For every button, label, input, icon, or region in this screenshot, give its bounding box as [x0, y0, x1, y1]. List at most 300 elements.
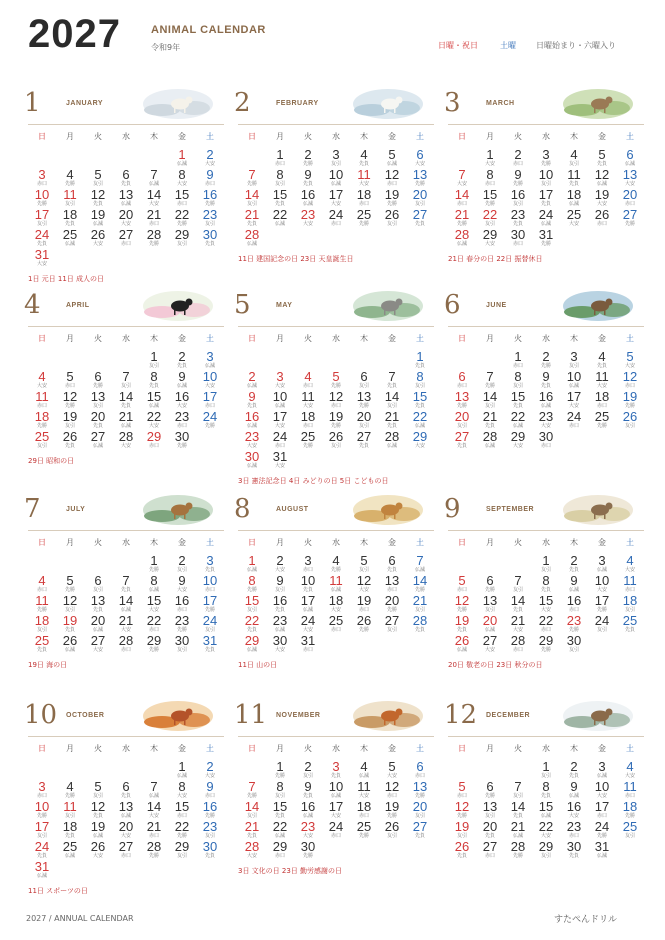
rokuyo-label: 大安: [540, 607, 551, 613]
rokuyo-label: 仏滅: [540, 403, 551, 409]
rokuyo-label: 先勝: [624, 221, 635, 227]
weekday-label: 木: [150, 744, 158, 753]
day-number: 15: [174, 799, 190, 814]
rokuyo-label: 仏滅: [176, 161, 187, 167]
day-number: 28: [244, 227, 260, 242]
day-number: 20: [118, 819, 134, 834]
date-cell: [56, 634, 84, 653]
day-number: 19: [62, 409, 78, 424]
date-cell: [588, 350, 616, 369]
day-number: 15: [146, 389, 162, 404]
day-number: 21: [146, 819, 162, 834]
date-cell: [238, 228, 266, 247]
date-cell: [350, 390, 378, 409]
rokuyo-label: 大安: [484, 161, 495, 167]
weekday-label: 日: [458, 538, 466, 547]
footer-label: 2027 / ANNUAL CALENDAR: [26, 914, 134, 923]
rokuyo-label: 赤口: [204, 587, 215, 593]
date-cell: [28, 594, 56, 613]
day-number: 5: [388, 759, 396, 774]
day-number: 26: [384, 207, 400, 222]
date-cell: [28, 800, 56, 819]
rokuyo-label: 先負: [512, 221, 523, 227]
weekday-label: 日: [458, 744, 466, 753]
day-number: 9: [178, 573, 186, 588]
date-cell: [168, 594, 196, 613]
date-cell: [560, 614, 588, 633]
rokuyo-label: 赤口: [386, 793, 397, 799]
day-number: 13: [482, 593, 498, 608]
rokuyo-label: 友引: [484, 221, 495, 227]
rokuyo-label: 友引: [540, 773, 551, 779]
rokuyo-label: 仏滅: [302, 201, 313, 207]
rokuyo-label: 大安: [414, 161, 425, 167]
weekday-label: 土: [626, 744, 634, 753]
rokuyo-label: 友引: [302, 773, 313, 779]
rokuyo-label: 友引: [386, 403, 397, 409]
day-number: 12: [356, 573, 372, 588]
day-number: 26: [454, 633, 470, 648]
date-cell: [350, 760, 378, 779]
day-number: 22: [174, 207, 190, 222]
day-number: 17: [328, 799, 344, 814]
date-cell: [168, 168, 196, 187]
day-number: 7: [150, 167, 158, 182]
weekday-header: [28, 537, 224, 549]
weekday-label: 火: [304, 538, 312, 547]
date-cell: [56, 820, 84, 839]
weekday-label: 木: [150, 132, 158, 141]
day-number: 20: [384, 593, 400, 608]
weekday-label: 土: [626, 538, 634, 547]
day-number: 2: [276, 553, 284, 568]
month-number: 9: [444, 494, 461, 524]
rokuyo-label: 赤口: [176, 201, 187, 207]
weekday-label: 金: [388, 132, 396, 141]
day-number: 24: [594, 819, 610, 834]
date-cell: [28, 370, 56, 389]
date-cell: [588, 370, 616, 389]
rokuyo-label: 赤口: [456, 793, 467, 799]
rokuyo-label: 先勝: [246, 181, 257, 187]
calendar-title: ANIMAL CALENDAR: [151, 24, 266, 36]
date-cell: [112, 614, 140, 633]
date-cell: [588, 820, 616, 839]
day-number: 14: [384, 389, 400, 404]
day-number: 26: [622, 409, 638, 424]
month-divider: [448, 530, 644, 531]
rokuyo-label: 大安: [624, 773, 635, 779]
day-number: 11: [567, 167, 581, 182]
date-cell: [504, 410, 532, 429]
date-cell: [196, 760, 224, 779]
day-number: 10: [328, 779, 344, 794]
weekday-label: 土: [416, 334, 424, 343]
day-number: 1: [276, 147, 284, 162]
day-number: 11: [63, 187, 77, 202]
day-number: 22: [510, 409, 526, 424]
weekday-label: 日: [38, 744, 46, 753]
date-cell: [140, 800, 168, 819]
rokuyo-label: 仏滅: [456, 241, 467, 247]
day-number: 11: [35, 389, 49, 404]
date-cell: [322, 554, 350, 573]
rokuyo-label: 大安: [302, 221, 313, 227]
date-cell: [140, 840, 168, 859]
date-cell: [84, 614, 112, 633]
date-cell: [560, 370, 588, 389]
day-number: 18: [328, 593, 344, 608]
day-number: 25: [300, 429, 316, 444]
day-number: 3: [332, 759, 340, 774]
date-cell: [28, 574, 56, 593]
day-number: 20: [90, 613, 106, 628]
day-number: 7: [416, 553, 424, 568]
date-cell: [168, 840, 196, 859]
date-cell: [378, 614, 406, 633]
day-number: 28: [146, 227, 162, 242]
rokuyo-label: 友引: [36, 627, 47, 633]
date-cell: [322, 430, 350, 449]
day-number: 5: [94, 779, 102, 794]
day-number: 12: [62, 593, 78, 608]
rokuyo-label: 大安: [358, 587, 369, 593]
date-cell: [84, 410, 112, 429]
day-number: 23: [566, 613, 582, 628]
rokuyo-label: 仏滅: [568, 587, 579, 593]
date-cell: [112, 594, 140, 613]
day-number: 28: [118, 429, 134, 444]
date-cell: [560, 780, 588, 799]
rokuyo-label: 先負: [414, 363, 425, 369]
day-number: 23: [174, 613, 190, 628]
day-number: 26: [594, 207, 610, 222]
day-number: 16: [202, 799, 218, 814]
rokuyo-label: 仏滅: [540, 221, 551, 227]
rokuyo-label: 先負: [302, 181, 313, 187]
date-cell: [616, 188, 644, 207]
day-number: 13: [384, 573, 400, 588]
day-number: 27: [384, 613, 400, 628]
date-cell: [588, 840, 616, 859]
rokuyo-label: 仏滅: [120, 607, 131, 613]
rokuyo-label: 赤口: [596, 221, 607, 227]
weekday-label: 金: [178, 744, 186, 753]
day-number: 14: [244, 187, 260, 202]
rokuyo-label: 先勝: [456, 403, 467, 409]
date-cell: [378, 594, 406, 613]
rokuyo-label: 友引: [386, 221, 397, 227]
date-cell: [168, 780, 196, 799]
day-number: 10: [594, 573, 610, 588]
rokuyo-label: 友引: [568, 363, 579, 369]
day-number: 24: [328, 819, 344, 834]
weekday-label: 水: [332, 334, 340, 343]
weekday-label: 火: [304, 744, 312, 753]
date-cell: [616, 350, 644, 369]
rokuyo-label: 仏滅: [568, 383, 579, 389]
day-number: 21: [146, 207, 162, 222]
month-divider: [28, 124, 224, 125]
date-cell: [112, 574, 140, 593]
rokuyo-label: 先勝: [246, 793, 257, 799]
date-cell: [294, 760, 322, 779]
date-cell: [504, 390, 532, 409]
rokuyo-label: 先勝: [358, 403, 369, 409]
rokuyo-label: 先負: [64, 443, 75, 449]
month-block: [444, 88, 644, 278]
rokuyo-label: 友引: [540, 567, 551, 573]
squirrel-illustration: [142, 696, 214, 732]
date-cell: [532, 780, 560, 799]
date-cell: [266, 390, 294, 409]
date-cell: [616, 554, 644, 573]
weekday-label: 木: [360, 538, 368, 547]
day-number: 14: [146, 187, 162, 202]
weekday-label: 土: [416, 744, 424, 753]
date-cell: [476, 188, 504, 207]
rokuyo-label: 先負: [512, 403, 523, 409]
date-cell: [504, 430, 532, 449]
weekday-label: 日: [38, 334, 46, 343]
rokuyo-label: 先負: [568, 567, 579, 573]
day-number: 2: [178, 553, 186, 568]
date-cell: [476, 430, 504, 449]
rokuyo-label: 赤口: [120, 647, 131, 653]
rokuyo-label: 仏滅: [624, 161, 635, 167]
rokuyo-label: 大安: [302, 627, 313, 633]
rokuyo-label: 先勝: [596, 607, 607, 613]
month-block: [24, 700, 224, 895]
date-cell: [588, 410, 616, 429]
date-cell: [406, 760, 434, 779]
day-number: 1: [276, 759, 284, 774]
rokuyo-label: 先勝: [36, 423, 47, 429]
rokuyo-label: 仏滅: [92, 221, 103, 227]
day-number: 8: [514, 369, 522, 384]
date-cell: [84, 188, 112, 207]
date-cell: [112, 390, 140, 409]
date-cell: [350, 188, 378, 207]
date-cell: [238, 840, 266, 859]
day-number: 2: [514, 147, 522, 162]
date-cell: [378, 370, 406, 389]
rokuyo-label: 先勝: [330, 567, 341, 573]
date-cell: [84, 594, 112, 613]
day-number: 13: [90, 593, 106, 608]
day-number: 26: [356, 613, 372, 628]
polar-bear-illustration: [352, 84, 424, 120]
date-cell: [448, 430, 476, 449]
date-cell: [560, 634, 588, 653]
date-cell: [350, 148, 378, 167]
rokuyo-label: 友引: [64, 423, 75, 429]
rokuyo-label: 先勝: [36, 201, 47, 207]
date-cell: [504, 168, 532, 187]
day-number: 20: [90, 409, 106, 424]
date-cell: [448, 614, 476, 633]
date-cell: [322, 820, 350, 839]
rokuyo-label: 先勝: [540, 241, 551, 247]
rokuyo-label: 友引: [512, 793, 523, 799]
rokuyo-label: 先勝: [484, 793, 495, 799]
day-number: 14: [510, 799, 526, 814]
date-cell: [294, 410, 322, 429]
day-number: 6: [486, 573, 494, 588]
rokuyo-label: 大安: [120, 627, 131, 633]
day-number: 3: [570, 349, 578, 364]
rokuyo-label: 仏滅: [64, 647, 75, 653]
date-cell: [448, 208, 476, 227]
rokuyo-label: 先負: [120, 403, 131, 409]
rokuyo-label: 仏滅: [274, 221, 285, 227]
rokuyo-label: 仏滅: [246, 241, 257, 247]
rokuyo-label: 友引: [204, 221, 215, 227]
day-number: 18: [356, 187, 372, 202]
date-cell: [168, 228, 196, 247]
month-number: 4: [24, 290, 41, 320]
day-number: 26: [384, 819, 400, 834]
rokuyo-label: 先負: [414, 221, 425, 227]
weekday-label: 金: [598, 132, 606, 141]
date-cell: [616, 820, 644, 839]
date-cell: [140, 228, 168, 247]
rokuyo-label: 友引: [92, 587, 103, 593]
weekday-label: 土: [206, 744, 214, 753]
rokuyo-label: 先負: [358, 161, 369, 167]
day-number: 19: [384, 187, 400, 202]
day-number: 3: [38, 779, 46, 794]
weekday-label: 木: [360, 132, 368, 141]
day-number: 8: [178, 167, 186, 182]
rokuyo-label: 仏滅: [246, 423, 257, 429]
date-cell: [448, 634, 476, 653]
day-number: 6: [626, 147, 634, 162]
month-number: 2: [234, 88, 251, 118]
rokuyo-label: 先負: [204, 567, 215, 573]
weekday-label: 木: [360, 334, 368, 343]
date-cell: [112, 820, 140, 839]
day-number: 23: [510, 207, 526, 222]
date-cell: [560, 820, 588, 839]
day-number: 4: [598, 349, 606, 364]
date-cell: [266, 168, 294, 187]
date-cell: [476, 228, 504, 247]
date-cell: [140, 390, 168, 409]
day-number: 2: [304, 147, 312, 162]
day-number: 22: [146, 613, 162, 628]
date-cell: [448, 800, 476, 819]
rokuyo-label: 大安: [624, 363, 635, 369]
date-cell: [448, 594, 476, 613]
date-cell: [196, 634, 224, 653]
date-cell: [588, 574, 616, 593]
month-number: 7: [24, 494, 41, 524]
rokuyo-label: 友引: [456, 833, 467, 839]
date-cell: [28, 614, 56, 633]
date-cell: [168, 800, 196, 819]
day-number: 10: [594, 779, 610, 794]
rokuyo-label: 大安: [120, 833, 131, 839]
rokuyo-label: 友引: [624, 423, 635, 429]
date-cell: [294, 840, 322, 859]
date-cell: [28, 208, 56, 227]
day-number: 29: [538, 633, 554, 648]
month-divider: [28, 530, 224, 531]
rokuyo-label: 仏滅: [386, 443, 397, 449]
month-name: FEBRUARY: [276, 100, 319, 107]
rokuyo-label: 仏滅: [120, 423, 131, 429]
day-number: 17: [594, 799, 610, 814]
month-block: [234, 88, 434, 278]
rokuyo-label: 先負: [36, 241, 47, 247]
day-number: 27: [482, 633, 498, 648]
sheep-illustration: [142, 84, 214, 120]
day-number: 29: [244, 633, 260, 648]
date-cell: [378, 208, 406, 227]
rokuyo-label: 赤口: [512, 647, 523, 653]
rokuyo-label: 先勝: [358, 627, 369, 633]
date-cell: [266, 430, 294, 449]
rokuyo-label: 先勝: [414, 793, 425, 799]
date-cell: [140, 350, 168, 369]
day-number: 3: [276, 369, 284, 384]
date-cell: [322, 780, 350, 799]
rokuyo-label: 友引: [36, 443, 47, 449]
rokuyo-label: 赤口: [302, 567, 313, 573]
month-block: [234, 290, 434, 485]
day-number: 3: [332, 147, 340, 162]
weekday-header: [28, 743, 224, 755]
month-number: 3: [444, 88, 461, 118]
rokuyo-label: 先負: [484, 423, 495, 429]
date-cell: [616, 410, 644, 429]
date-cell: [196, 594, 224, 613]
weekday-label: 土: [416, 538, 424, 547]
date-cell: [476, 780, 504, 799]
day-number: 22: [538, 819, 554, 834]
date-cell: [294, 168, 322, 187]
day-number: 21: [412, 593, 428, 608]
date-cell: [294, 430, 322, 449]
day-number: 11: [357, 779, 371, 794]
rokuyo-label: 赤口: [568, 607, 579, 613]
weekday-label: 水: [122, 538, 130, 547]
date-cell: [196, 554, 224, 573]
holiday-note: 29日 昭和の日: [28, 457, 75, 465]
rokuyo-label: 友引: [512, 587, 523, 593]
rokuyo-label: 大安: [204, 773, 215, 779]
date-cell: [56, 410, 84, 429]
rokuyo-label: 赤口: [330, 403, 341, 409]
day-number: 12: [90, 187, 106, 202]
rokuyo-label: 大安: [386, 773, 397, 779]
date-cell: [238, 634, 266, 653]
date-cell: [588, 614, 616, 633]
day-number: 28: [412, 613, 428, 628]
date-cell: [504, 634, 532, 653]
date-cell: [406, 350, 434, 369]
date-cell: [504, 594, 532, 613]
date-cell: [196, 370, 224, 389]
date-cell: [168, 370, 196, 389]
day-number: 23: [300, 819, 316, 834]
day-number: 7: [122, 573, 130, 588]
month-divider: [238, 530, 434, 531]
date-cell: [322, 188, 350, 207]
date-cell: [378, 168, 406, 187]
rokuyo-label: 先負: [92, 607, 103, 613]
